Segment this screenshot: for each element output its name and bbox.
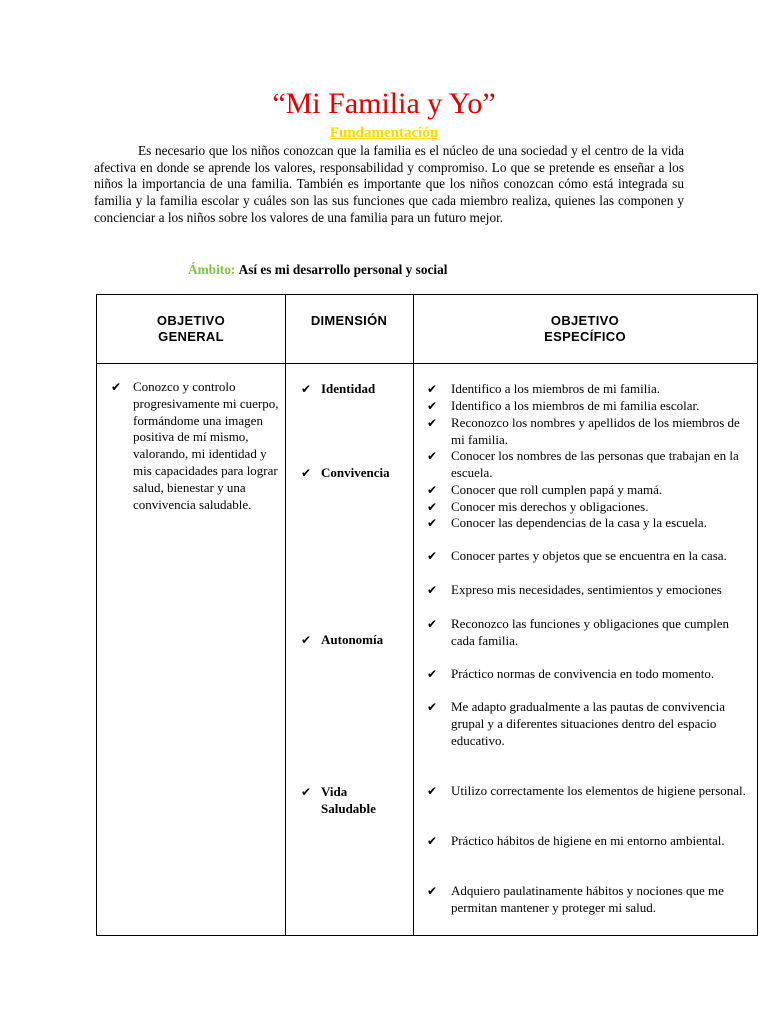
header-dimension [285,313,413,329]
list-item [427,833,752,850]
list-item [427,616,752,650]
intro-text: Es necesario que los niños conozcan que la familia es el núcleo de una sociedad y el centro de la vida afectiva en donde se aprende los valores, responsabilidad y compromiso. Lo que se pretende es enseñar a los niños la importancia de una familia. También es importante que los niños conozcan cómo está integrada su familia y la familia escolar y cuáles son las sus funciones que cada miembro realiza, quienes las componen y concienciar a los niños sobre los valores de una familia para un futuro mejor. [94,143,684,225]
list-item [427,699,752,749]
header-divider [97,363,757,364]
checkmark-icon: ✔ [427,583,438,597]
checkmark-icon: ✔ [427,549,438,563]
checkmark-icon: ✔ [427,884,438,898]
checkmark-icon: ✔ [427,700,438,714]
header-objetivo-general [97,313,285,345]
list-item [111,379,281,513]
specific-objective: Identifico a los miembros de mi familia escolar. [451,398,700,413]
specific-objective: Conocer partes y objetos que se encuentra en la casa. [451,548,727,563]
checkmark-icon: ✔ [427,667,438,681]
section-heading-fundamentacion: Fundamentación [329,125,439,141]
objectives-table [96,294,758,936]
checkmark-icon: ✔ [427,834,438,848]
dimension-label: Autonomía [321,632,384,647]
checkmark-icon: ✔ [111,380,122,394]
checkmark-icon: ✔ [427,483,438,497]
column-divider [285,295,286,935]
list-item [427,666,752,683]
page-title: “Mi Familia y Yo” [272,87,496,120]
header-line: DIMENSIÓN [310,313,388,328]
checkmark-icon: ✔ [301,382,312,396]
specific-objective: Conocer que roll cumplen papá y mamá. [451,482,663,497]
dimension-label: Vida Saludable [321,784,376,816]
list-item [427,883,752,917]
ambito-text: Así es mi desarrollo personal y social [238,262,448,277]
checkmark-icon: ✔ [427,784,438,798]
checkmark-icon: ✔ [427,382,438,396]
specific-objective: Conocer las dependencias de la casa y la escuela. [451,515,707,530]
specific-objective: Práctico normas de convivencia en todo momento. [451,666,715,681]
specific-objective: Utilizo correctamente los elementos de higiene personal. [451,783,746,798]
checkmark-icon: ✔ [427,399,438,413]
checkmark-icon: ✔ [301,633,312,647]
specific-objective: Adquiero paulatinamente hábitos y nociones que me permitan mantener y proteger mi salud. [451,883,724,915]
checkmark-icon: ✔ [427,449,438,463]
header-line: ESPECÍFICO [544,329,626,344]
dimension-label: Identidad [321,381,376,396]
general-objective-text: Conozco y controlo progresivamente mi cuerpo, formándome una imagen positiva de mí mismo, valorando, mi identidad y mis capacidades para lograr salud, bienestar y una convivencia saludable. [133,379,279,512]
dimension-autonomia [301,632,411,649]
specific-objective: Práctico hábitos de higiene en mi entorno ambiental. [451,833,725,848]
list-item [427,548,752,565]
dimension-identidad [301,381,411,398]
checkmark-icon: ✔ [427,516,438,530]
list-item [427,499,752,516]
header-line: OBJETIVO [550,313,620,328]
specific-objective: Conocer mis derechos y obligaciones. [451,499,649,514]
column-divider [413,295,414,935]
list-item [427,515,752,532]
header-line: GENERAL [158,329,224,344]
checkmark-icon: ✔ [301,466,312,480]
general-objective-cell [111,379,281,513]
list-item [427,398,752,415]
intro-paragraph [94,143,684,227]
specific-objective: Identifico a los miembros de mi familia. [451,381,661,396]
checkmark-icon: ✔ [427,500,438,514]
dimension-vida-saludable [301,784,391,818]
list-item [427,415,752,449]
list-item [427,448,752,482]
list-item [427,482,752,499]
checkmark-icon: ✔ [427,416,438,430]
list-item [427,381,752,398]
specific-objective: Reconozco las funciones y obligaciones que cumplen cada familia. [451,616,729,648]
specific-objective: Reconozco los nombres y apellidos de los miembros de mi familia. [451,415,740,447]
checkmark-icon: ✔ [301,785,312,799]
header-objetivo-especifico [413,313,757,345]
ambito-label: Ámbito: [188,262,236,277]
checkmark-icon: ✔ [427,617,438,631]
dimension-convivencia [301,465,411,482]
specific-objective: Expreso mis necesidades, sentimientos y emociones [451,582,722,597]
specific-objective: Conocer los nombres de las personas que trabajan en la escuela. [451,448,739,480]
list-item [427,783,752,800]
dimension-label: Convivencia [321,465,390,480]
ambito-line [188,261,447,278]
header-line: OBJETIVO [156,313,226,328]
specific-objective: Me adapto gradualmente a las pautas de convivencia grupal y a diferentes situaciones dentro del espacio educativo. [451,699,725,748]
list-item [427,582,752,599]
